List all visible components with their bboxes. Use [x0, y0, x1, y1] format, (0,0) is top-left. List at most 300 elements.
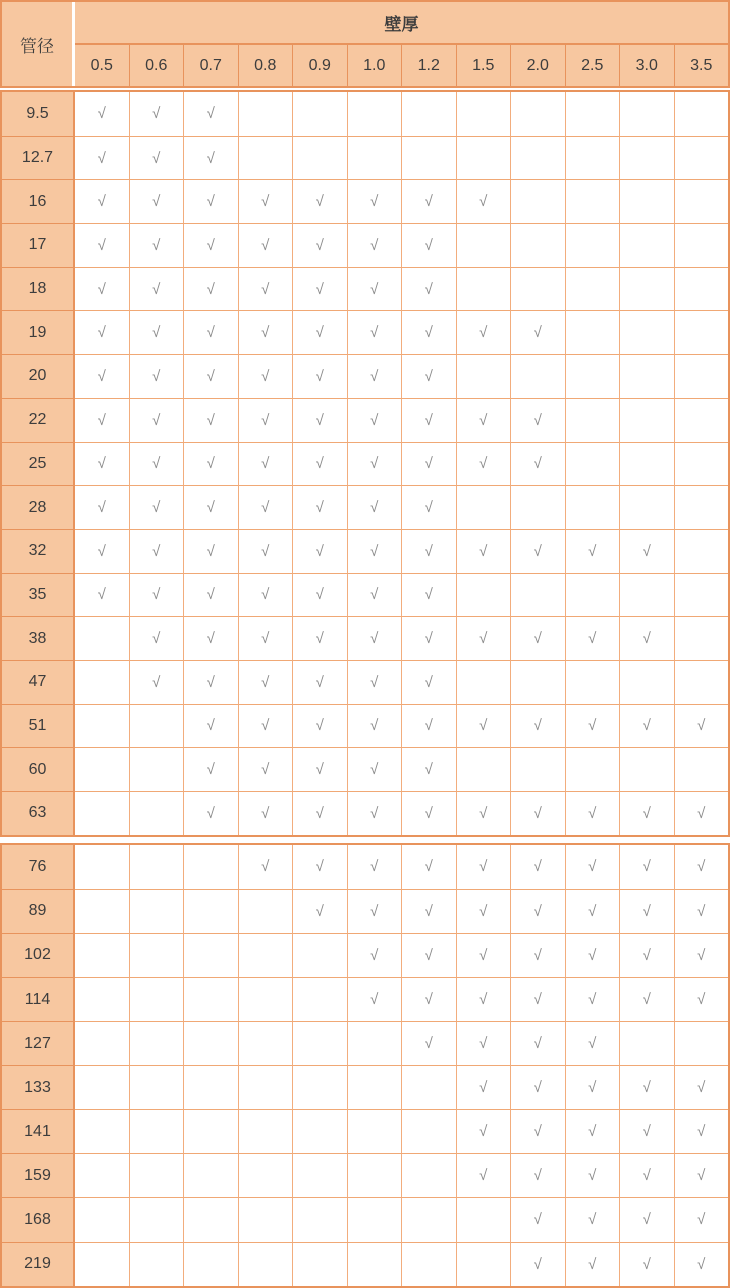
check-cell-checked: √ [675, 1109, 729, 1153]
table-row [2, 485, 728, 529]
check-cell-checked: √ [348, 977, 403, 1021]
table-row [2, 1065, 728, 1109]
check-cell-empty [402, 1109, 457, 1153]
check-cell-checked: √ [402, 791, 457, 835]
check-cell-checked: √ [184, 179, 239, 223]
check-cell-empty [348, 1065, 403, 1109]
check-cell-empty [184, 1153, 239, 1197]
check-cell-empty [675, 1021, 729, 1065]
thickness-header-cell: 1.5 [456, 45, 511, 86]
check-cell-checked: √ [348, 845, 403, 889]
check-cell-empty [348, 1242, 403, 1286]
check-cell-empty [184, 1065, 239, 1109]
check-cell-checked: √ [620, 845, 675, 889]
check-cell-empty [457, 136, 512, 180]
table-section-1 [0, 90, 730, 837]
check-cell-empty [402, 136, 457, 180]
check-cell-empty [675, 573, 729, 617]
check-cell-checked: √ [75, 136, 130, 180]
check-cell-empty [75, 791, 130, 835]
check-cell-empty [566, 442, 621, 486]
check-cell-checked: √ [675, 1242, 729, 1286]
check-cell-checked: √ [620, 933, 675, 977]
check-cell-empty [457, 354, 512, 398]
check-cell-empty [566, 267, 621, 311]
check-cell-empty [348, 1021, 403, 1065]
check-cell-empty [293, 1065, 348, 1109]
check-cell-empty [130, 1153, 185, 1197]
check-cell-empty [620, 354, 675, 398]
check-cell-empty [675, 179, 729, 223]
table-section-2 [0, 843, 730, 1288]
check-cell-empty [293, 1242, 348, 1286]
table-row [2, 529, 728, 573]
check-cell-checked: √ [293, 573, 348, 617]
table-row [2, 310, 728, 354]
check-cell-empty [75, 616, 130, 660]
check-cell-checked: √ [75, 179, 130, 223]
check-cell-empty [566, 573, 621, 617]
table-row [2, 791, 728, 835]
check-cell-empty [620, 747, 675, 791]
diameter-cell: 19 [2, 310, 75, 354]
check-cell-empty [293, 1153, 348, 1197]
check-cell-checked: √ [239, 354, 294, 398]
check-cell-empty [457, 223, 512, 267]
check-cell-checked: √ [675, 1153, 729, 1197]
check-cell-empty [75, 1109, 130, 1153]
diameter-cell: 219 [2, 1242, 75, 1286]
check-cell-empty [348, 1197, 403, 1241]
check-cell-checked: √ [402, 747, 457, 791]
check-cell-empty [675, 398, 729, 442]
check-cell-empty [293, 1109, 348, 1153]
check-cell-checked: √ [75, 223, 130, 267]
check-cell-checked: √ [293, 310, 348, 354]
check-cell-checked: √ [675, 704, 729, 748]
check-cell-checked: √ [184, 529, 239, 573]
check-cell-empty [75, 747, 130, 791]
check-cell-empty [130, 845, 185, 889]
check-cell-empty [239, 1109, 294, 1153]
check-cell-checked: √ [511, 1242, 566, 1286]
table-row [2, 977, 728, 1021]
check-cell-checked: √ [457, 1065, 512, 1109]
check-cell-checked: √ [293, 791, 348, 835]
check-cell-empty [130, 791, 185, 835]
check-cell-checked: √ [675, 791, 729, 835]
check-cell-checked: √ [75, 442, 130, 486]
check-cell-empty [675, 660, 729, 704]
check-cell-checked: √ [457, 889, 512, 933]
check-cell-checked: √ [511, 616, 566, 660]
check-cell-empty [75, 889, 130, 933]
check-cell-empty [620, 92, 675, 136]
check-cell-empty [239, 889, 294, 933]
thickness-header-cell: 0.6 [129, 45, 184, 86]
check-cell-empty [511, 485, 566, 529]
table-row [2, 92, 728, 136]
check-cell-checked: √ [184, 354, 239, 398]
check-cell-checked: √ [184, 747, 239, 791]
thickness-header-row [75, 45, 728, 86]
check-cell-empty [239, 1065, 294, 1109]
check-cell-checked: √ [402, 485, 457, 529]
check-cell-checked: √ [402, 267, 457, 311]
check-cell-empty [402, 1197, 457, 1241]
table-row [2, 267, 728, 311]
check-cell-checked: √ [402, 179, 457, 223]
check-cell-checked: √ [348, 933, 403, 977]
check-cell-checked: √ [566, 933, 621, 977]
thickness-header-cell: 3.5 [674, 45, 729, 86]
check-cell-checked: √ [130, 136, 185, 180]
check-cell-checked: √ [239, 747, 294, 791]
check-cell-checked: √ [293, 529, 348, 573]
check-cell-empty [293, 933, 348, 977]
check-cell-empty [457, 660, 512, 704]
check-cell-checked: √ [675, 933, 729, 977]
diameter-corner-header: 管径 [2, 2, 75, 86]
check-cell-checked: √ [566, 791, 621, 835]
check-cell-checked: √ [457, 310, 512, 354]
check-cell-checked: √ [75, 354, 130, 398]
check-cell-checked: √ [348, 485, 403, 529]
check-cell-checked: √ [511, 529, 566, 573]
check-cell-empty [75, 1197, 130, 1241]
table-row [2, 573, 728, 617]
check-cell-checked: √ [457, 1021, 512, 1065]
check-cell-checked: √ [457, 933, 512, 977]
check-cell-empty [239, 136, 294, 180]
check-cell-checked: √ [402, 310, 457, 354]
thickness-header-cell: 1.2 [401, 45, 456, 86]
check-cell-empty [566, 223, 621, 267]
check-cell-empty [130, 933, 185, 977]
check-cell-checked: √ [511, 791, 566, 835]
check-cell-empty [348, 92, 403, 136]
check-cell-checked: √ [457, 529, 512, 573]
check-cell-checked: √ [75, 573, 130, 617]
check-cell-checked: √ [511, 1197, 566, 1241]
check-cell-checked: √ [402, 398, 457, 442]
check-cell-empty [620, 136, 675, 180]
check-cell-checked: √ [566, 1021, 621, 1065]
check-cell-checked: √ [130, 354, 185, 398]
check-cell-empty [402, 1153, 457, 1197]
check-cell-empty [566, 354, 621, 398]
check-cell-checked: √ [239, 485, 294, 529]
check-cell-empty [566, 747, 621, 791]
thickness-header-block [75, 2, 728, 86]
check-cell-empty [620, 660, 675, 704]
check-cell-empty [184, 1109, 239, 1153]
check-cell-checked: √ [566, 977, 621, 1021]
check-cell-checked: √ [184, 136, 239, 180]
check-cell-checked: √ [293, 747, 348, 791]
check-cell-checked: √ [184, 267, 239, 311]
table-row [2, 845, 728, 889]
check-cell-checked: √ [620, 977, 675, 1021]
table-row [2, 1242, 728, 1286]
table-row [2, 179, 728, 223]
check-cell-empty [620, 573, 675, 617]
check-cell-checked: √ [457, 442, 512, 486]
check-cell-checked: √ [293, 889, 348, 933]
check-cell-checked: √ [566, 889, 621, 933]
table-row [2, 1021, 728, 1065]
diameter-cell: 159 [2, 1153, 75, 1197]
diameter-cell: 12.7 [2, 136, 75, 180]
check-cell-checked: √ [239, 529, 294, 573]
diameter-cell: 22 [2, 398, 75, 442]
diameter-cell: 63 [2, 791, 75, 835]
check-cell-checked: √ [457, 1153, 512, 1197]
check-cell-checked: √ [402, 660, 457, 704]
check-cell-empty [566, 136, 621, 180]
check-cell-checked: √ [348, 747, 403, 791]
check-cell-empty [675, 223, 729, 267]
check-cell-empty [75, 845, 130, 889]
check-cell-empty [130, 747, 185, 791]
check-cell-checked: √ [675, 1197, 729, 1241]
check-cell-checked: √ [293, 442, 348, 486]
check-cell-empty [130, 704, 185, 748]
check-cell-empty [239, 977, 294, 1021]
check-cell-checked: √ [293, 223, 348, 267]
check-cell-empty [566, 179, 621, 223]
table-row [2, 704, 728, 748]
check-cell-empty [239, 1197, 294, 1241]
check-cell-checked: √ [184, 616, 239, 660]
diameter-cell: 47 [2, 660, 75, 704]
diameter-cell: 168 [2, 1197, 75, 1241]
check-cell-checked: √ [566, 1065, 621, 1109]
diameter-cell: 127 [2, 1021, 75, 1065]
check-cell-checked: √ [402, 1021, 457, 1065]
diameter-cell: 114 [2, 977, 75, 1021]
table-row [2, 933, 728, 977]
check-cell-checked: √ [184, 442, 239, 486]
check-cell-checked: √ [402, 889, 457, 933]
table-row [2, 136, 728, 180]
check-cell-empty [184, 977, 239, 1021]
diameter-cell: 76 [2, 845, 75, 889]
check-cell-empty [130, 1109, 185, 1153]
check-cell-checked: √ [457, 977, 512, 1021]
check-cell-checked: √ [239, 398, 294, 442]
check-cell-empty [402, 1065, 457, 1109]
check-cell-checked: √ [184, 310, 239, 354]
check-cell-checked: √ [293, 485, 348, 529]
table-row [2, 442, 728, 486]
check-cell-checked: √ [511, 845, 566, 889]
check-cell-empty [566, 92, 621, 136]
check-cell-checked: √ [457, 845, 512, 889]
check-cell-checked: √ [566, 1109, 621, 1153]
check-cell-checked: √ [293, 398, 348, 442]
check-cell-empty [675, 92, 729, 136]
check-cell-checked: √ [348, 179, 403, 223]
check-cell-empty [511, 179, 566, 223]
table-row [2, 889, 728, 933]
check-cell-empty [457, 1197, 512, 1241]
thickness-header-cell: 2.5 [565, 45, 620, 86]
check-cell-empty [675, 747, 729, 791]
check-cell-checked: √ [457, 179, 512, 223]
wall-thickness-group-header: 壁厚 [75, 2, 728, 45]
check-cell-checked: √ [457, 704, 512, 748]
diameter-cell: 35 [2, 573, 75, 617]
check-cell-empty [402, 1242, 457, 1286]
check-cell-checked: √ [348, 354, 403, 398]
check-cell-checked: √ [239, 442, 294, 486]
check-cell-checked: √ [620, 616, 675, 660]
check-cell-checked: √ [348, 442, 403, 486]
check-cell-checked: √ [402, 223, 457, 267]
check-cell-checked: √ [130, 310, 185, 354]
check-cell-empty [293, 92, 348, 136]
check-cell-empty [184, 1242, 239, 1286]
check-cell-empty [620, 398, 675, 442]
check-cell-checked: √ [620, 529, 675, 573]
diameter-cell: 9.5 [2, 92, 75, 136]
check-cell-checked: √ [75, 398, 130, 442]
check-cell-empty [675, 267, 729, 311]
check-cell-empty [620, 310, 675, 354]
check-cell-checked: √ [293, 845, 348, 889]
check-cell-checked: √ [348, 573, 403, 617]
check-cell-empty [620, 1021, 675, 1065]
diameter-cell: 20 [2, 354, 75, 398]
check-cell-empty [239, 1242, 294, 1286]
check-cell-empty [511, 660, 566, 704]
check-cell-empty [457, 485, 512, 529]
check-cell-checked: √ [348, 529, 403, 573]
diameter-cell: 60 [2, 747, 75, 791]
check-cell-checked: √ [239, 616, 294, 660]
check-cell-checked: √ [511, 398, 566, 442]
check-cell-checked: √ [511, 704, 566, 748]
check-cell-checked: √ [402, 529, 457, 573]
check-cell-checked: √ [348, 660, 403, 704]
check-cell-checked: √ [457, 616, 512, 660]
diameter-cell: 141 [2, 1109, 75, 1153]
table-row [2, 1197, 728, 1241]
check-cell-empty [75, 933, 130, 977]
check-cell-checked: √ [566, 1197, 621, 1241]
check-cell-empty [620, 442, 675, 486]
check-cell-empty [511, 223, 566, 267]
table-header [0, 0, 730, 88]
check-cell-checked: √ [402, 442, 457, 486]
check-cell-empty [184, 889, 239, 933]
check-cell-checked: √ [75, 92, 130, 136]
table-row [2, 1153, 728, 1197]
check-cell-checked: √ [620, 1197, 675, 1241]
table-row [2, 747, 728, 791]
check-cell-checked: √ [239, 704, 294, 748]
check-cell-empty [675, 529, 729, 573]
check-cell-checked: √ [620, 704, 675, 748]
diameter-cell: 51 [2, 704, 75, 748]
diameter-cell: 32 [2, 529, 75, 573]
check-cell-empty [675, 442, 729, 486]
check-cell-empty [457, 747, 512, 791]
thickness-header-cell: 0.9 [292, 45, 347, 86]
check-cell-checked: √ [402, 704, 457, 748]
check-cell-checked: √ [402, 933, 457, 977]
check-cell-checked: √ [620, 1065, 675, 1109]
check-cell-checked: √ [620, 1242, 675, 1286]
check-cell-empty [130, 1242, 185, 1286]
check-cell-checked: √ [566, 1153, 621, 1197]
check-cell-checked: √ [130, 529, 185, 573]
check-cell-empty [566, 310, 621, 354]
check-cell-empty [184, 1197, 239, 1241]
check-cell-empty [75, 1065, 130, 1109]
check-cell-empty [348, 1109, 403, 1153]
check-cell-checked: √ [184, 485, 239, 529]
check-cell-checked: √ [184, 791, 239, 835]
check-cell-checked: √ [566, 704, 621, 748]
check-cell-checked: √ [130, 223, 185, 267]
thickness-header-cell: 1.0 [347, 45, 402, 86]
diameter-cell: 102 [2, 933, 75, 977]
check-cell-checked: √ [511, 310, 566, 354]
check-cell-checked: √ [566, 616, 621, 660]
check-cell-checked: √ [293, 354, 348, 398]
check-cell-empty [457, 1242, 512, 1286]
check-cell-empty [184, 1021, 239, 1065]
check-cell-checked: √ [675, 1065, 729, 1109]
table-row [2, 616, 728, 660]
check-cell-checked: √ [566, 845, 621, 889]
check-cell-empty [457, 267, 512, 311]
check-cell-empty [511, 573, 566, 617]
diameter-cell: 25 [2, 442, 75, 486]
check-cell-checked: √ [130, 616, 185, 660]
check-cell-checked: √ [184, 398, 239, 442]
check-cell-checked: √ [130, 573, 185, 617]
check-cell-checked: √ [620, 1109, 675, 1153]
check-cell-checked: √ [348, 791, 403, 835]
thickness-header-cell: 2.0 [510, 45, 565, 86]
check-cell-checked: √ [511, 442, 566, 486]
check-cell-empty [184, 933, 239, 977]
check-cell-checked: √ [511, 1109, 566, 1153]
check-cell-empty [239, 933, 294, 977]
check-cell-checked: √ [184, 704, 239, 748]
thickness-header-cell: 3.0 [619, 45, 674, 86]
check-cell-checked: √ [130, 442, 185, 486]
check-cell-checked: √ [75, 310, 130, 354]
check-cell-empty [675, 354, 729, 398]
table-row [2, 660, 728, 704]
check-cell-empty [675, 136, 729, 180]
check-cell-empty [566, 485, 621, 529]
check-cell-empty [75, 1153, 130, 1197]
check-cell-checked: √ [184, 660, 239, 704]
check-cell-checked: √ [293, 616, 348, 660]
diameter-cell: 17 [2, 223, 75, 267]
check-cell-checked: √ [239, 845, 294, 889]
table-row [2, 354, 728, 398]
check-cell-checked: √ [402, 845, 457, 889]
check-cell-checked: √ [697, 858, 706, 876]
check-cell-checked: √ [511, 1021, 566, 1065]
check-cell-checked: √ [130, 92, 185, 136]
